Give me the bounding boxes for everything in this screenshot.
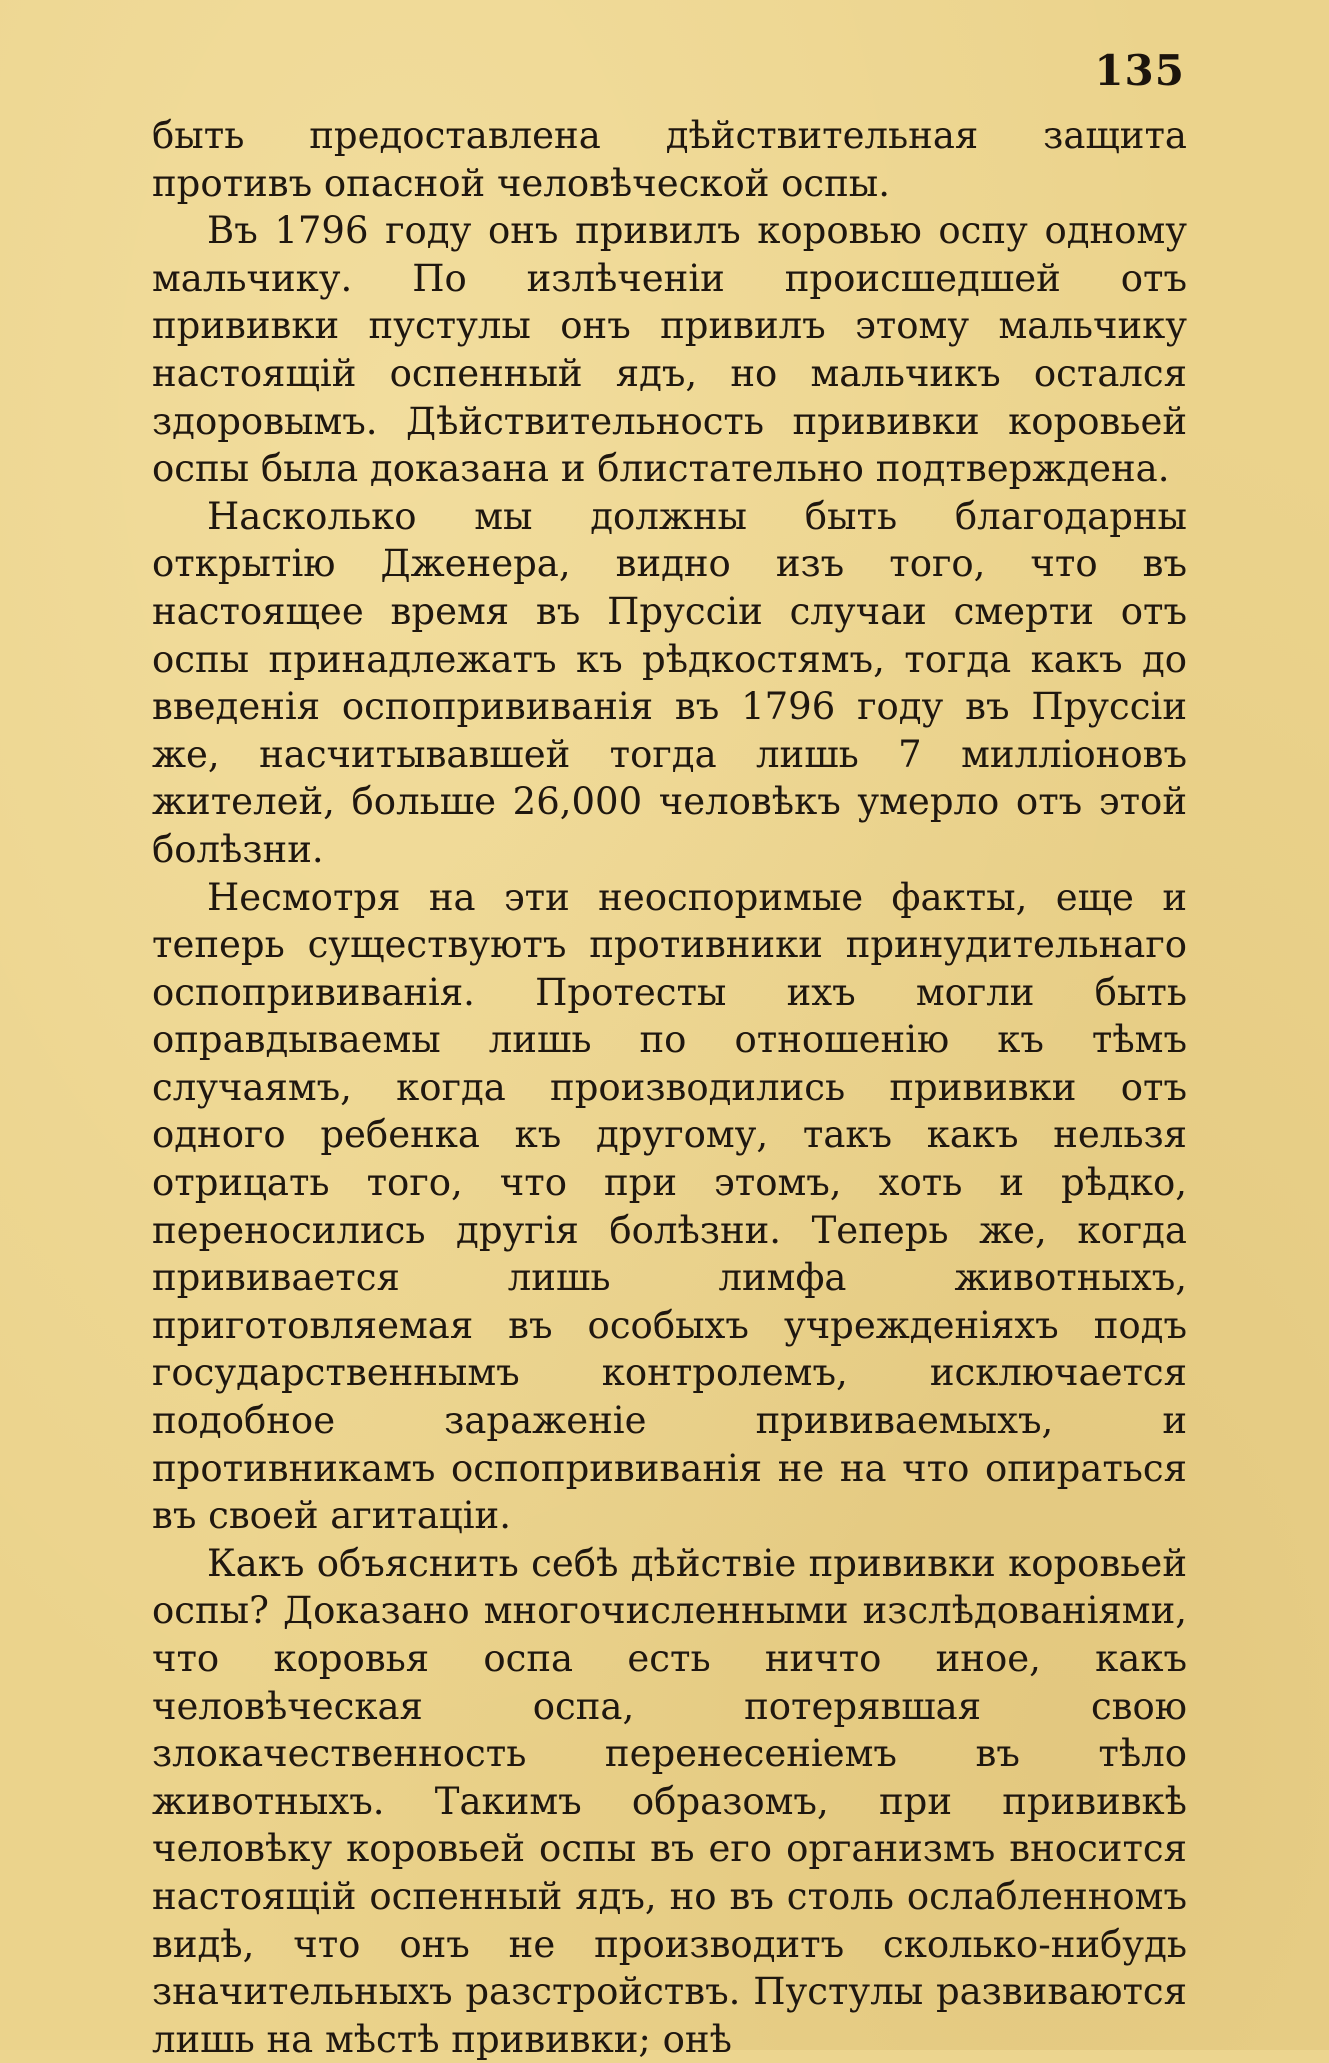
paragraph-jenner-experiment: Въ 1796 году онъ привилъ коровью оспу одному мальчику. По излѣченіи происшедшей отъ прививки пустулы онъ привилъ этому мальчику настоящій оспенный ядъ, но мальчикъ остался здоровымъ. Дѣйствительность прививки коровьей оспы была доказана и блистательно подтверждена. bbox=[152, 209, 1187, 491]
paragraph-explanation: Какъ объяснить себѣ дѣйствіе прививки коровьей оспы? Доказано многочисленными изслѣдованіями, что коровья оспа есть ничто иное, какъ человѣческая оспа, потерявшая свою злокачественность перенесеніемъ въ тѣло животныхъ. Такимъ образомъ, при прививкѣ человѣку коровьей оспы въ его организмъ вносится настоящій оспенный ядъ, но въ столь ослабленномъ видѣ, что онъ не производитъ сколько-нибудь значительныхъ разстройствъ. Пустулы развиваются лишь на мѣстѣ прививки; онѣ bbox=[152, 1541, 1187, 2061]
body-text bbox=[152, 112, 1187, 2063]
paragraph-continuation: быть предоставлена дѣйствительная защита противъ опасной человѣческой оспы. bbox=[152, 114, 1187, 205]
page-number: 135 bbox=[1094, 46, 1185, 95]
paragraph-prussia-statistics: Насколько мы должны быть благодарны открытію Дженера, видно изъ того, что въ настоящее время въ Пруссіи случаи смерти отъ оспы принадлежатъ къ рѣдкостямъ, тогда какъ до введенія оспопрививанія въ 1796 году въ Пруссіи же, насчитывавшей тогда лишь 7 милліоновъ жителей, больше 26,000 человѣкъ умерло отъ этой болѣзни. bbox=[152, 494, 1187, 871]
paragraph-opponents: Несмотря на эти неоспоримые факты, еще и теперь существуютъ противники принудительнаго оспопрививанія. Протесты ихъ могли быть оправдываемы лишь по отношенію къ тѣмъ случаямъ, когда производились прививки отъ одного ребенка къ другому, такъ какъ нельзя отрицать того, что при этомъ, хоть и рѣдко, переносились другія болѣзни. Теперь же, когда прививается лишь лимфа животныхъ, приготовляемая въ особыхъ учрежденіяхъ подъ государственнымъ контролемъ, исключается подобное зараженіе прививаемыхъ, и противникамъ оспопрививанія не на что опираться въ своей агитаціи. bbox=[152, 875, 1187, 1538]
